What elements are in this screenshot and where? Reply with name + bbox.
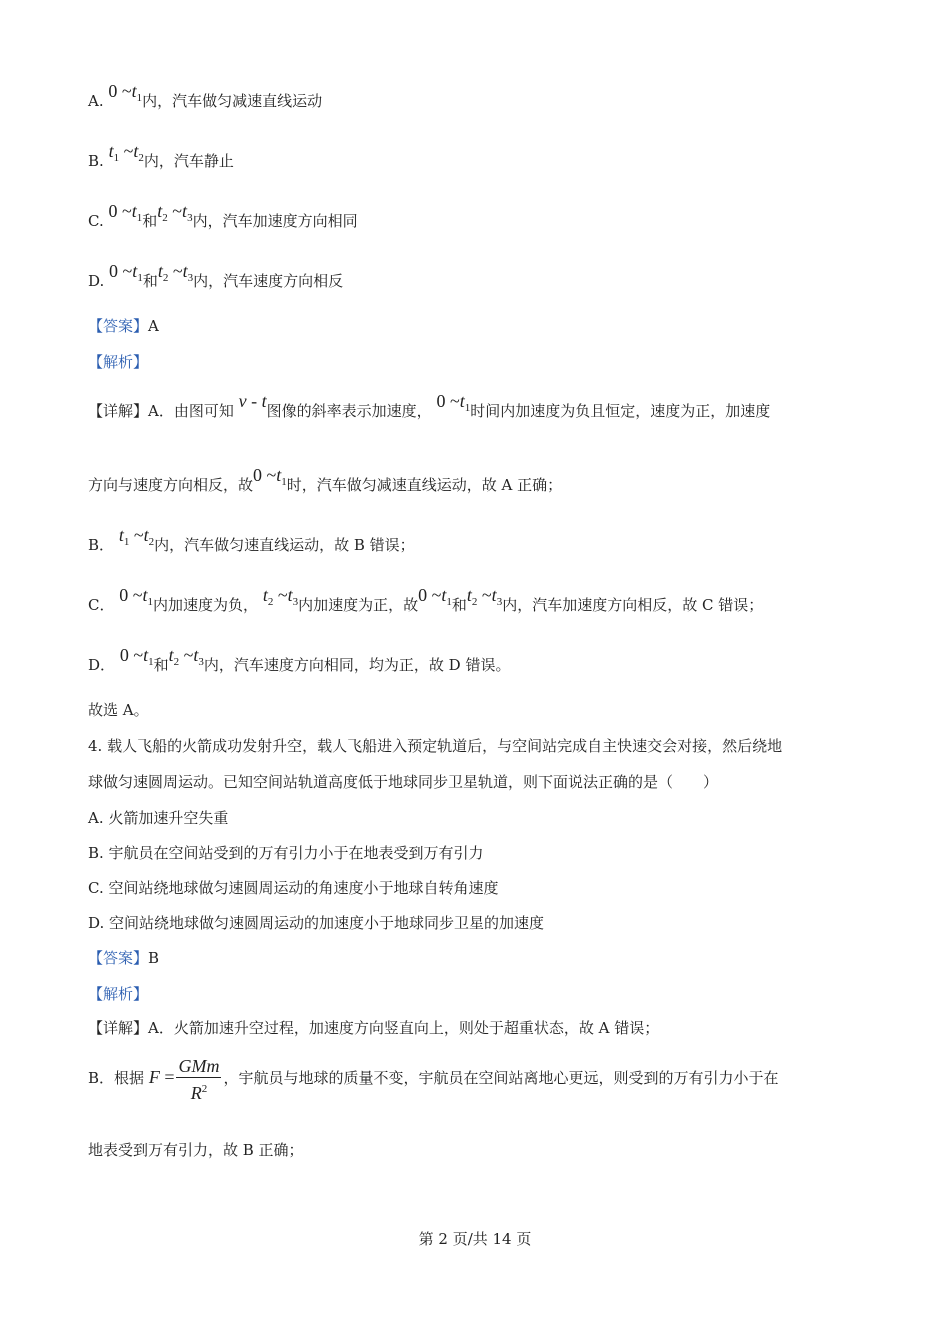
option-b: B. $t_1$ $\sim t_2$内，汽车静止: [88, 141, 234, 170]
page-footer: 第 2 页/共 14 页: [418, 1230, 532, 1248]
formula-gravitation: F =: [148, 1067, 175, 1087]
formula-fraction: $\frac{\text{GMm}}{R^2}$: [178, 1055, 220, 1103]
q4-stem-line2: 球做匀速圆周运动。已知空间站轨道高度低于地球同步卫星轨道，则下面说法正确的是（ ）: [88, 773, 719, 791]
formula-t2-t3: $t_2$ $\sim t_3$: [157, 261, 194, 284]
option-a: A. 0 $\sim t_1$内，汽车做匀减速直线运动: [88, 81, 323, 110]
analysis-q4-b-line2: 地表受到万有引力，故 B 正确；: [88, 1141, 304, 1159]
analysis-q3-b: B． $t_1$ $\sim t_2$内，汽车做匀速直线运动，故 B 错误；: [88, 525, 415, 554]
formula-t2-t3: $t_2$ $\sim t_3$: [168, 645, 204, 668]
option-c: C. 0 $\sim t_1$和$t_2$ $\sim t_3$内，汽车加速度方向相同: [88, 201, 358, 230]
q4-option-a: A. 火箭加速升空失重: [88, 809, 229, 827]
formula-t1-t2: $t_1$ $\sim t_2$: [108, 141, 144, 164]
answer-q3: 【答案】A: [88, 317, 159, 335]
answer-q4: 【答案】B: [88, 949, 160, 967]
formula-v-t: v - t: [238, 391, 267, 411]
q4-stem-line1: 4. 载人飞船的火箭成功发射升空，载人飞船进入预定轨道后，与空间站完成自主快速交会对接，然后绕地: [88, 737, 783, 755]
formula-0-t1: 0 $\sim t_1$: [108, 81, 143, 104]
formula-0-t1: 0 $\sim t_1$: [436, 391, 471, 414]
analysis-q4-b: B．根据 F = $\frac{\text{GMm}}{R^2}$ ，宇航员与地球的质量不变，宇航员在空间站离地心更远，则受到的万有引力小于在: [88, 1055, 779, 1103]
formula-0-t1: 0 $\sim t_1$: [108, 201, 143, 224]
analysis-q4-a: 【详解】A．火箭加速升空过程，加速度方向竖直向上，则处于超重状态，故 A 错误；: [88, 1019, 660, 1037]
analysis-q3-a-line2: 方向与速度方向相反，故0 $\sim t_1$时，汽车做匀减速直线运动，故 A 正确；: [88, 465, 563, 494]
analysis-q3-c: C． 0 $\sim t_1$内加速度为负， $t_2$ $\sim t_3$内加速度为正，故0 $\sim t_1$和$t_2$ $\sim t_3$内，汽车加速度方向相反，故 C 错误；: [88, 585, 764, 614]
formula-0-t1: 0 $\sim t_1$: [119, 585, 154, 608]
formula-0-t1: 0 $\sim t_1$: [253, 465, 287, 488]
formula-0-t1: 0 $\sim t_1$: [109, 261, 143, 284]
formula-t2-t3: $t_2$ $\sim t_3$: [157, 201, 193, 224]
formula-t2-t3: $t_2$ $\sim t_3$: [466, 585, 503, 608]
analysis-q3-a-line1: 【详解】A．由图可知 v - t图像的斜率表示加速度， 0 $\sim t_1$时间内加速度为负且恒定，速度为正，加速度: [88, 391, 771, 420]
q4-option-d: D. 空间站绕地球做匀速圆周运动的加速度小于地球同步卫星的加速度: [88, 914, 545, 932]
formula-0-t1: 0 $\sim t_1$: [119, 645, 154, 668]
answer-tag: 【答案】: [88, 949, 149, 967]
analysis-q3-heading: 【解析】: [88, 353, 149, 371]
q4-option-b: B. 宇航员在空间站受到的万有引力小于在地表受到万有引力: [88, 844, 484, 862]
formula-t2-t3: $t_2$ $\sim t_3$: [262, 585, 299, 608]
formula-0-t1: 0 $\sim t_1$: [418, 585, 452, 608]
answer-tag: 【答案】: [88, 317, 149, 335]
option-d: D. 0 $\sim t_1$和$t_2$ $\sim t_3$内，汽车速度方向相反: [88, 261, 344, 290]
conclusion-q3: 故选 A。: [88, 701, 149, 719]
analysis-q3-d: D． 0 $\sim t_1$和$t_2$ $\sim t_3$内，汽车速度方向相同，均为正，故 D 错误。: [88, 645, 511, 674]
q4-option-c: C. 空间站绕地球做匀速圆周运动的角速度小于地球自转角速度: [88, 879, 499, 897]
analysis-q4-heading: 【解析】: [88, 985, 149, 1003]
formula-t1-t2: $t_1$ $\sim t_2$: [118, 525, 155, 548]
